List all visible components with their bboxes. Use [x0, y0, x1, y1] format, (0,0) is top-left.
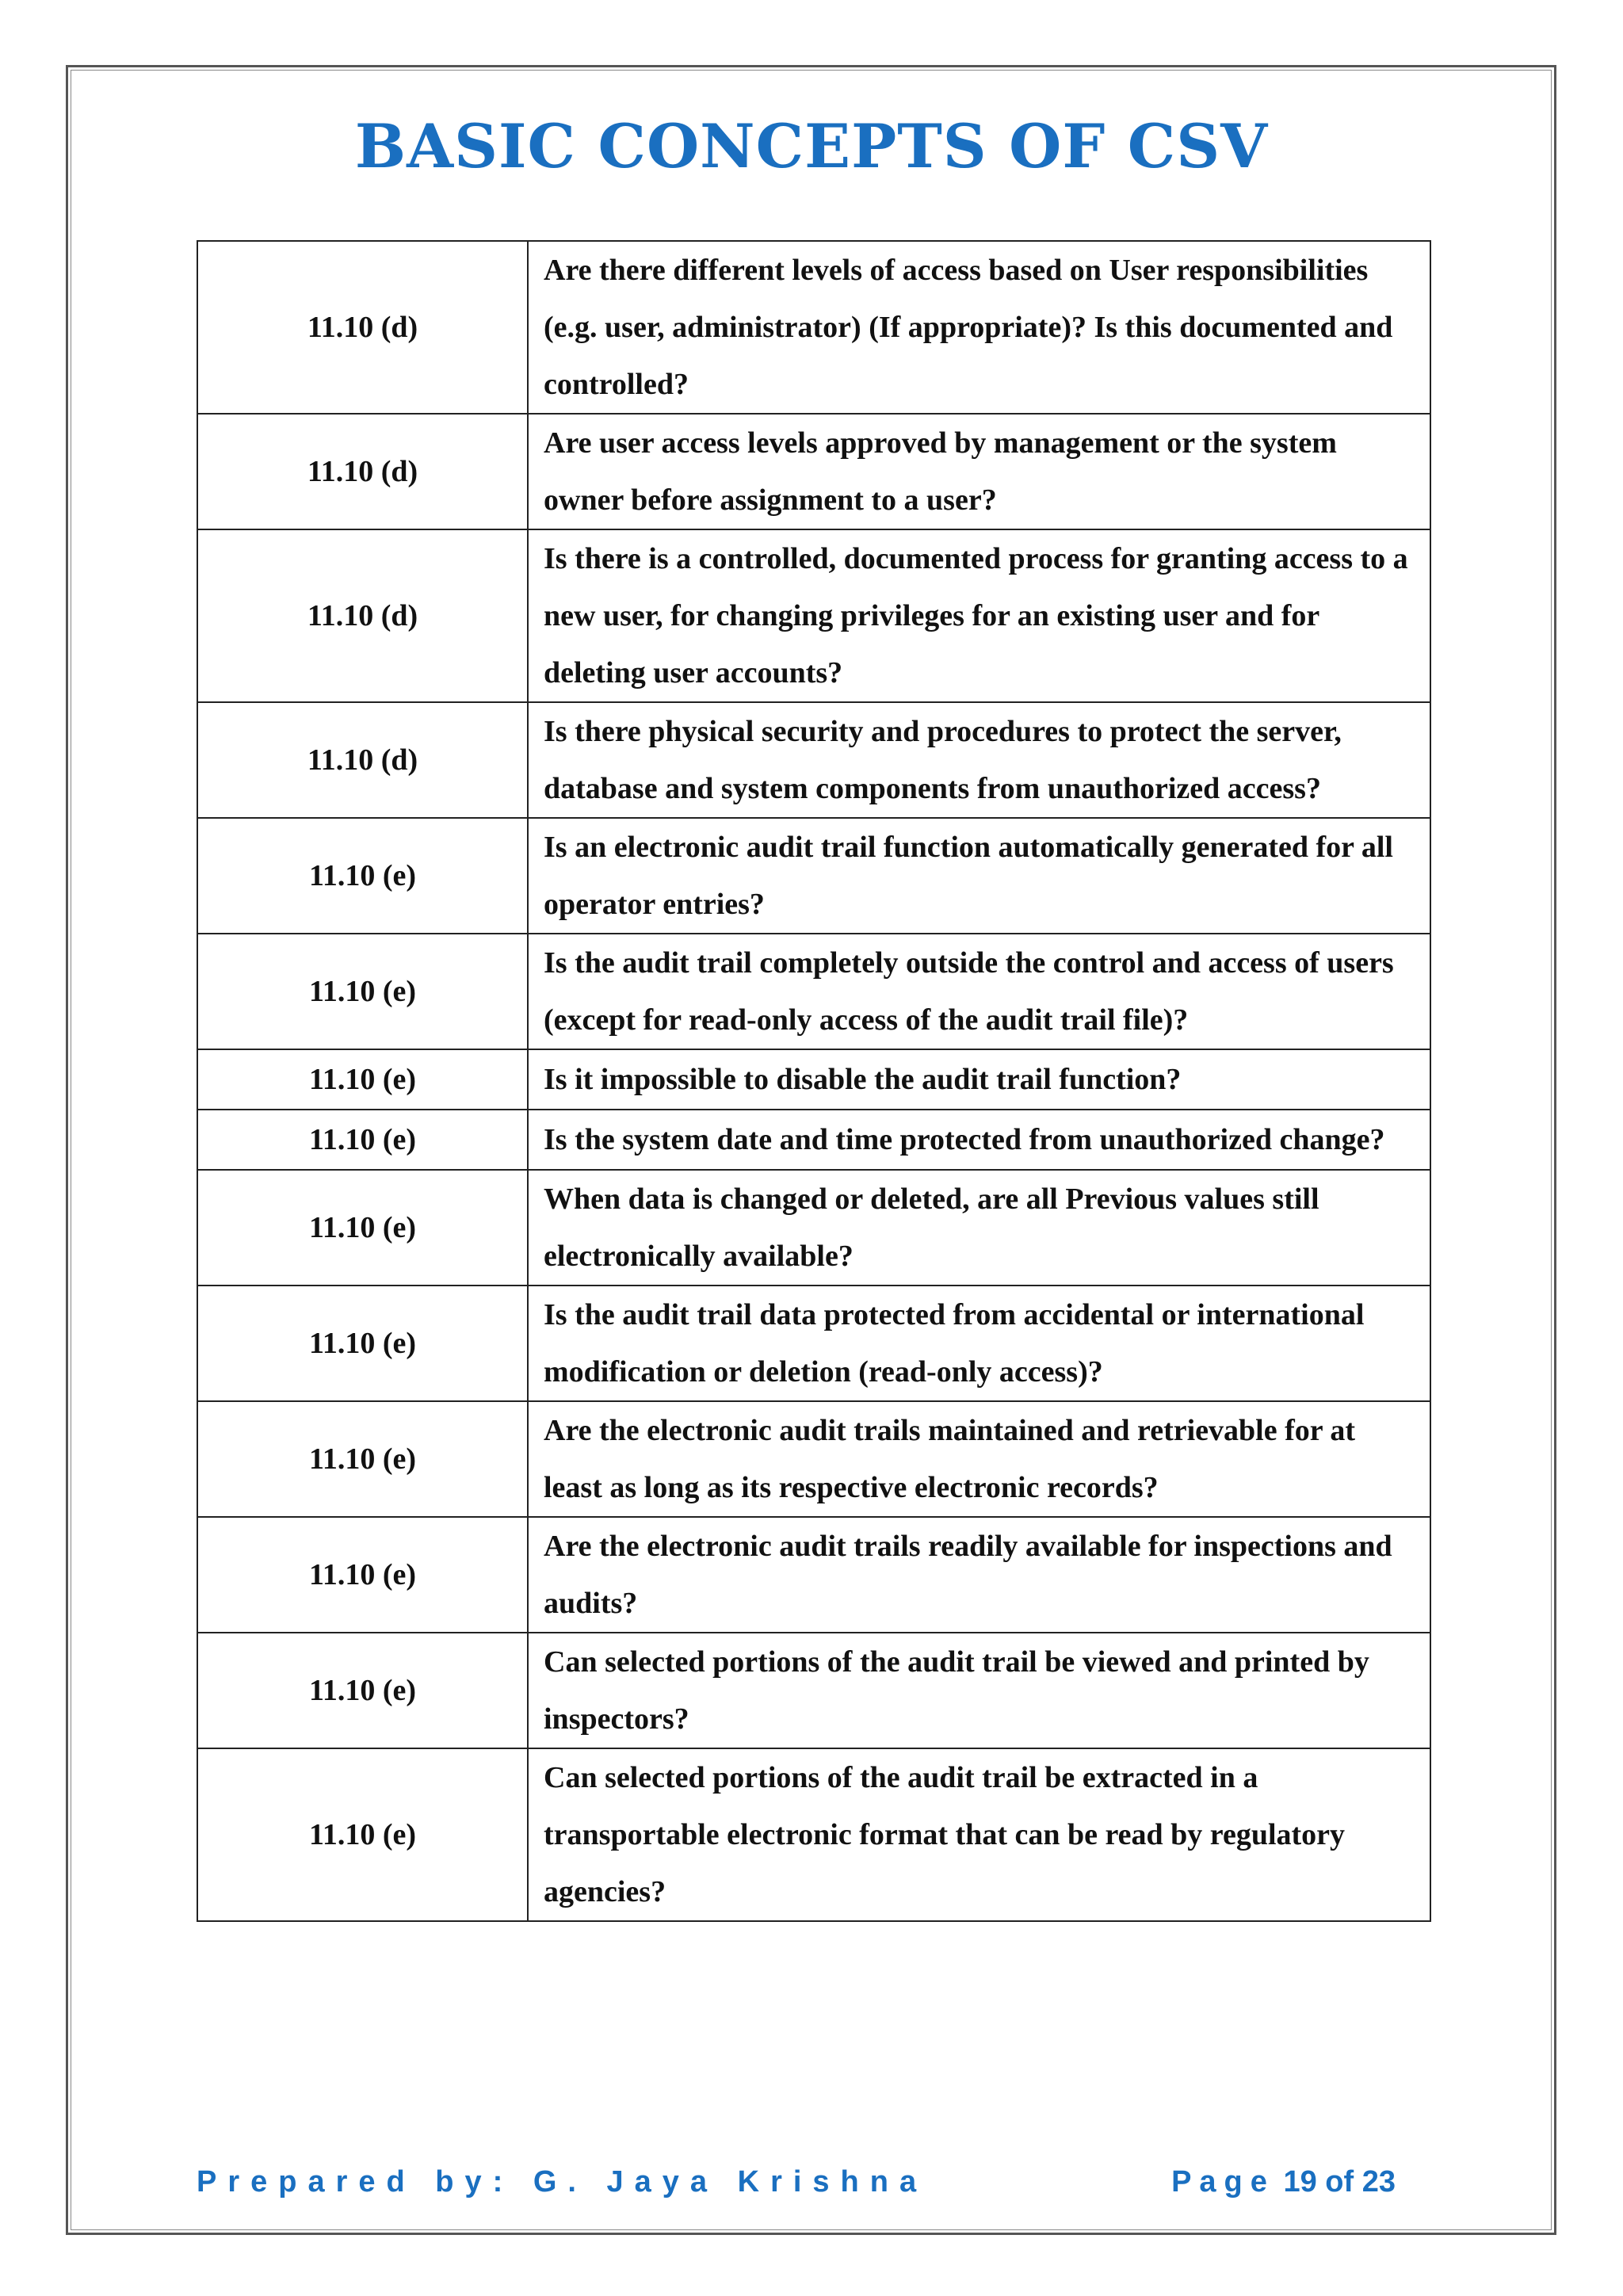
question-cell: Is the system date and time protected from unauthorized change?	[528, 1110, 1430, 1170]
question-cell: Can selected portions of the audit trail be viewed and printed by inspectors?	[528, 1633, 1430, 1748]
clause-cell: 11.10 (e)	[197, 1049, 528, 1110]
clause-cell: 11.10 (e)	[197, 1633, 528, 1748]
clause-cell: 11.10 (e)	[197, 1170, 528, 1286]
table-row	[197, 529, 1430, 702]
clause-cell: 11.10 (e)	[197, 818, 528, 934]
clause-cell: 11.10 (e)	[197, 1401, 528, 1517]
question-cell: Is the audit trail completely outside the control and access of users (except for read-only access of the audit trail file)?	[528, 934, 1430, 1049]
table-row	[197, 1170, 1430, 1286]
table-row	[197, 818, 1430, 934]
page-number: 19 of 23	[1283, 2165, 1396, 2199]
question-cell: Can selected portions of the audit trail be extracted in a transportable electronic format that can be read by regulatory agencies?	[528, 1748, 1430, 1921]
table-row	[197, 1286, 1430, 1401]
table-row	[197, 1748, 1430, 1921]
page-word: Page	[1171, 2165, 1275, 2199]
table-row	[197, 1633, 1430, 1748]
question-cell: Are the electronic audit trails maintained and retrievable for at least as long as its respective electronic records?	[528, 1401, 1430, 1517]
clause-cell: 11.10 (d)	[197, 414, 528, 529]
clause-cell: 11.10 (e)	[197, 1748, 528, 1921]
table-row	[197, 1049, 1430, 1110]
table-row	[197, 702, 1430, 818]
question-cell: Are user access levels approved by management or the system owner before assignment to a user?	[528, 414, 1430, 529]
question-cell: When data is changed or deleted, are all Previous values still electronically available?	[528, 1170, 1430, 1286]
table-row	[197, 934, 1430, 1049]
table-row	[197, 414, 1430, 529]
question-cell: Is there physical security and procedures to protect the server, database and system components from unauthorized access?	[528, 702, 1430, 818]
table-row	[197, 1110, 1430, 1170]
question-cell: Is there is a controlled, documented process for granting access to a new user, for changing privileges for an existing user and for deleting user accounts?	[528, 529, 1430, 702]
compliance-checklist-table	[197, 240, 1431, 1922]
table-row	[197, 1517, 1430, 1633]
clause-cell: 11.10 (d)	[197, 702, 528, 818]
question-cell: Is an electronic audit trail function automatically generated for all operator entries?	[528, 818, 1430, 934]
prepared-by-footer: Prepared by: G. Jaya Krishna	[197, 2165, 928, 2199]
clause-cell: 11.10 (e)	[197, 1517, 528, 1633]
clause-cell: 11.10 (e)	[197, 1286, 528, 1401]
question-cell: Are the electronic audit trails readily available for inspections and audits?	[528, 1517, 1430, 1633]
clause-cell: 11.10 (e)	[197, 1110, 528, 1170]
clause-cell: 11.10 (d)	[197, 241, 528, 414]
page-title: BASIC CONCEPTS OF CSV	[354, 111, 1269, 181]
table-body	[197, 241, 1430, 1921]
table-row	[197, 1401, 1430, 1517]
question-cell: Is the audit trail data protected from accidental or international modification or deletion (read-only access)?	[528, 1286, 1430, 1401]
question-cell: Are there different levels of access based on User responsibilities (e.g. user, administrator) (If appropriate)? Is this documented and controlled?	[528, 241, 1430, 414]
clause-cell: 11.10 (d)	[197, 529, 528, 702]
question-cell: Is it impossible to disable the audit trail function?	[528, 1049, 1430, 1110]
page-number-footer	[1171, 2165, 1396, 2199]
clause-cell: 11.10 (e)	[197, 934, 528, 1049]
table-row	[197, 241, 1430, 414]
